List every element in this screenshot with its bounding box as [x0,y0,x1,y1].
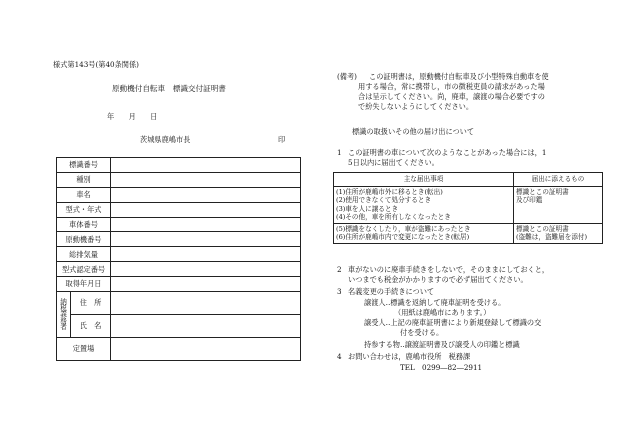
attachment-text: 標識とこの証明書 [516,224,569,233]
attachments [514,223,603,243]
seal-mark: 印 [278,135,286,144]
table-row [57,202,301,217]
field-label: 車体番号 [57,217,111,232]
field-label: 総排気量 [57,247,111,262]
table-row [57,232,301,247]
storage-place-label: 定置場 [57,338,111,361]
notification-items [334,187,514,224]
field-value [111,217,301,232]
form-number: 様式第143号(第40条関係) [53,60,139,69]
field-value [111,172,301,187]
remarks-line: 合は呈示してください。尚，廃車，譲渡の場合必要ですの [358,92,545,101]
taxpayer-address-label: 住 所 [71,292,111,315]
remarks-line: で紛失しないようにしてください。 [358,102,474,111]
taxpayer-name-value [111,315,301,338]
taxpayer-group-char: 納 [60,298,67,307]
table-row [334,173,603,187]
item-number: 1 [337,148,342,157]
table-row [57,338,301,361]
item-text: 付を受ける。 [400,328,444,337]
contact-tel: TEL 0299―82―2911 [400,363,483,372]
item-text: この証明書の車について次のようなことがあった場合には，1 [348,148,547,157]
list-item: (1)住所が鹿嶋市外に移るとき(転出) [336,188,443,196]
field-value [111,202,301,217]
field-label: 標識番号 [57,158,111,173]
field-label: 原動機番号 [57,232,111,247]
field-label: 種別 [57,172,111,187]
list-item: (2)使用できなくて処分するとき [336,196,432,205]
item-text: 譲受人‥上記の廃車証明書により新規登録して標識の交 [364,318,542,327]
taxpayer-address-value [111,292,301,315]
item-heading: 名義変更の手続きについて [348,287,435,296]
item-number: 2 [337,265,342,274]
issue-date-line: 年 月 日 [107,112,158,121]
list-item: (5)標識をなくしたり，車が盗難にあったとき [336,224,471,233]
table-row [57,247,301,262]
field-value [111,158,301,173]
field-label: 型式認定番号 [57,262,111,277]
field-value [111,187,301,202]
item-text: 持参する物‥譲渡証明書及び譲受人の印鑑と標識 [364,340,520,349]
column-header: 届出に添えるもの [514,173,603,187]
attachments [514,187,603,224]
field-value [111,277,301,292]
taxpayer-group-text [57,299,70,329]
item-text: いつまでも税金がかかりますので必ず届出てください。 [348,275,528,284]
notification-items [334,223,514,243]
field-value [111,247,301,262]
taxpayer-group-char: 者 [60,322,67,331]
item-text: 車がないのに廃車手続きをしないで，そのままにしておくと， [348,265,550,274]
field-label: 型式・年式 [57,202,111,217]
table-row [334,187,603,224]
taxpayer-group-char: 務 [60,316,67,325]
taxpayer-name-label: 氏 名 [71,315,111,338]
taxpayer-group-char: 税 [60,304,67,313]
column-header: 主な届出事項 [334,173,514,187]
item-number: 4 [337,352,342,361]
certificate-title: 原動機付自転車 標識交付証明書 [112,84,226,93]
issuer-name: 茨城県鹿嶋市長 [140,135,191,144]
table-row [57,262,301,277]
table-row [57,158,301,173]
notification-table [333,172,603,244]
item-text: 譲渡人‥標識を返納して廃車証明を受ける。 [364,298,506,307]
item-text: （用紙は鹿嶋市にあります。） [394,308,491,317]
attachment-text: 及び印鑑 [516,196,543,205]
table-row [57,315,301,338]
list-item: (6)住所が鹿嶋市内で変更になったとき(転居) [336,233,470,242]
remarks-line: 用する場合，常に携帯し，市の徴税吏員の請求があった場 [358,82,545,91]
field-label: 取得年月日 [57,277,111,292]
table-row [57,172,301,187]
storage-place-value [111,338,301,361]
field-value [111,232,301,247]
table-row [57,217,301,232]
list-item: (4)その他，車を所有しなくなったとき [336,213,451,222]
taxpayer-group-label [57,292,71,338]
table-row [57,187,301,202]
registration-table [56,157,301,361]
field-value [111,262,301,277]
item-number: 3 [337,287,342,296]
remarks-label: (備考) [337,72,357,81]
attachment-text: 標識とこの証明書 [516,188,569,196]
remarks-line: この証明書は，原動機付自転車及び小型特殊自動車を使 [369,72,549,81]
list-item: (3)車を人に譲るとき [336,204,399,213]
contact-text: お問い合わせは，鹿嶋市役所 税務課 [348,352,471,361]
taxpayer-group-char: 義 [60,310,67,319]
table-row [57,277,301,292]
table-row [334,223,603,243]
attachment-text: (盗難は，盗難届を添付) [516,233,588,242]
field-label: 車名 [57,187,111,202]
handling-heading: 標識の取扱いその他の届け出について [352,127,475,136]
item-text: 5日以内に届出てください。 [348,158,439,167]
table-row [57,292,301,315]
